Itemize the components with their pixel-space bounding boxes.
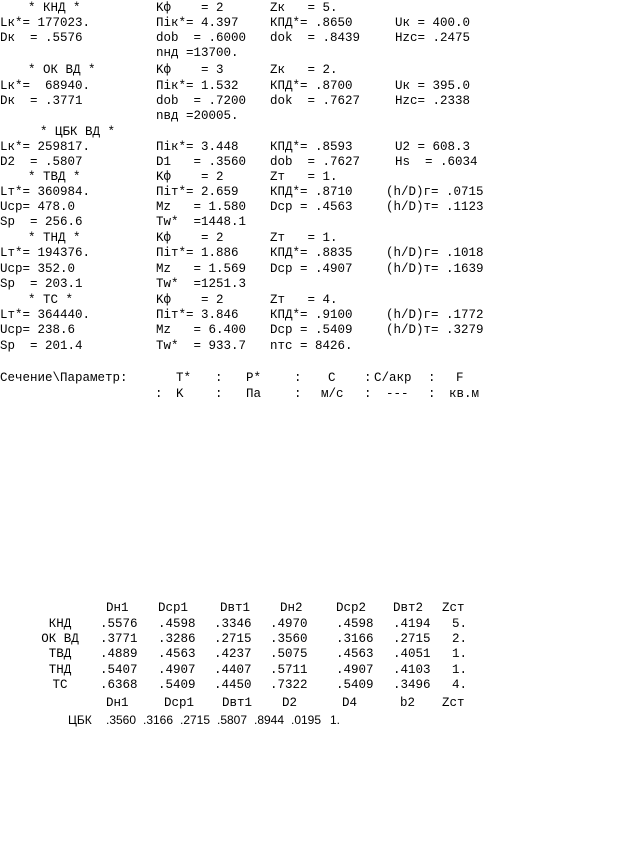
diam-row-value: .4051 [393, 647, 431, 661]
cbk-line-2 [0, 139, 471, 155]
sections-header-p: P* [246, 371, 262, 385]
sections-unit-cakr: --- [386, 387, 409, 401]
tvd-hdg: (h/D)г= .0715 [386, 185, 484, 199]
diam-row-value: .5409 [336, 678, 374, 692]
tnd-hdt: (h/D)т= .1639 [386, 262, 484, 276]
tvd-kf: Kф = 2 [156, 170, 224, 184]
sections-header-sep: : [215, 371, 223, 385]
knd-title: * КНД * [28, 1, 81, 15]
diam-header-dn1: Dн1 [106, 601, 129, 615]
cbk-header-dcp1: Dср1 [164, 696, 195, 710]
diam-row-value: 1. [452, 663, 468, 677]
diam-row-value: .4563 [336, 647, 374, 661]
diam-header-dcp1: Dср1 [158, 601, 189, 615]
cbk-table-header [0, 695, 465, 711]
tc-sp: Sp = 201.4 [0, 339, 83, 353]
tvd-kpd: КПД*= .8710 [270, 185, 353, 199]
cbk-header-dvt1: Dвт1 [222, 696, 253, 710]
tc-ucp: Uср= 238.6 [0, 323, 76, 337]
diam-row-value: .4237 [214, 647, 252, 661]
cbk-row-value: .8944 [254, 713, 285, 727]
ok-line-1 [0, 62, 338, 78]
knd-lk: Lк*= 177023. [0, 16, 91, 30]
diam-row-value: 4. [452, 678, 468, 692]
sections-header-sep: : [155, 387, 163, 401]
diam-header-dvt1: Dвт1 [220, 601, 251, 615]
diam-header-dcp2: Dср2 [336, 601, 367, 615]
diam-row-value: .4103 [393, 663, 431, 677]
sections-header-sep: : [364, 371, 372, 385]
knd-line-1 [0, 0, 338, 16]
knd-line-3 [0, 30, 471, 46]
diam-row-value: .4970 [270, 617, 308, 631]
tc-lt: Lт*= 364440. [0, 308, 91, 322]
cbk-table-row [0, 712, 341, 728]
ok-uk: Uк = 395.0 [395, 79, 471, 93]
diam-row-value: .4907 [158, 663, 196, 677]
knd-pik: Пiк*= 4.397 [156, 16, 239, 30]
sections-header-name: Сечение\Параметр: [0, 371, 128, 385]
knd-uk: Uк = 400.0 [395, 16, 471, 30]
cbk-row-value: .0195 [291, 713, 322, 727]
cbk-title: * ЦБК ВД * [40, 125, 116, 139]
knd-dob: dob = .6000 [156, 31, 247, 45]
cbk-row-value: .3166 [143, 713, 174, 727]
tnd-dcp: Dср = .4907 [270, 262, 353, 276]
diam-row-name: ОК ВД [41, 632, 79, 646]
tnd-title: * ТНД * [28, 231, 81, 245]
cbk-header-b2: b2 [400, 696, 416, 710]
knd-dok: dok = .8439 [270, 31, 361, 45]
tnd-line-1 [0, 230, 338, 246]
diam-row-value: .3560 [270, 632, 308, 646]
ok-dok: dok = .7627 [270, 94, 361, 108]
diam-row-value: .5409 [158, 678, 196, 692]
cbk-row-value: .5807 [217, 713, 248, 727]
tvd-tw: Tw* =1448.1 [156, 215, 247, 229]
sections-header-t: T* [176, 371, 192, 385]
tc-zt: Zт = 4. [270, 293, 338, 307]
diam-row-value: .4598 [336, 617, 374, 631]
tnd-line-2 [0, 245, 484, 261]
diam-row-value: .4194 [393, 617, 431, 631]
diam-row-value: .2715 [393, 632, 431, 646]
cbk-row-value: .3560 [106, 713, 137, 727]
cbk-header-zct: Zст [442, 696, 465, 710]
cbk-u2: U2 = 608.3 [395, 140, 471, 154]
cbk-line-3 [0, 154, 478, 170]
tnd-sp: Sp = 203.1 [0, 277, 83, 291]
sections-header-sep: : [294, 387, 302, 401]
cbk-dob: dob = .7627 [270, 155, 361, 169]
ok-line-3 [0, 93, 471, 109]
diam-row-value: .4563 [158, 647, 196, 661]
tnd-tw: Tw* =1251.3 [156, 277, 247, 291]
cbk-d2: D2 = .5807 [0, 155, 83, 169]
diam-row-value: .3286 [158, 632, 196, 646]
diam-header [0, 600, 465, 616]
diam-row-value: .4598 [158, 617, 196, 631]
diam-row-value: .4407 [214, 663, 252, 677]
tc-hdg: (h/D)г= .1772 [386, 308, 484, 322]
diam-row-name: КНД [48, 617, 72, 631]
diam-row-value: .6368 [100, 678, 138, 692]
diam-row-name: ТС [52, 678, 68, 692]
sections-header-1 [0, 370, 464, 386]
tvd-lt: Lт*= 360984. [0, 185, 91, 199]
tnd-kpd: КПД*= .8835 [270, 246, 353, 260]
diam-row-value: .7322 [270, 678, 308, 692]
sections-header-f: F [456, 371, 464, 385]
ok-pik: Пiк*= 1.532 [156, 79, 239, 93]
tc-mz: Mz = 6.400 [156, 323, 247, 337]
sections-header-sep: : [428, 371, 436, 385]
knd-kf: Kф = 2 [156, 1, 224, 15]
diam-row-value: .5576 [100, 617, 138, 631]
tvd-line-2 [0, 184, 484, 200]
tc-hdt: (h/D)т= .3279 [386, 323, 484, 337]
tnd-hdg: (h/D)г= .1018 [386, 246, 484, 260]
sections-unit-f: кв.м [449, 387, 480, 401]
tnd-line-4 [0, 276, 247, 292]
diam-row-value: 1. [452, 647, 468, 661]
tc-kpd: КПД*= .9100 [270, 308, 353, 322]
knd-kpd: КПД*= .8650 [270, 16, 353, 30]
knd-line-2 [0, 15, 471, 31]
cbk-row-name: ЦБК [68, 713, 92, 727]
cbk-hs: Hs = .6034 [395, 155, 478, 169]
tnd-mz: Mz = 1.569 [156, 262, 247, 276]
diam-row-value: 5. [452, 617, 468, 631]
sections-header-sep: : [294, 371, 302, 385]
diam-row-value: .3771 [100, 632, 138, 646]
cbk-pik: Пiк*= 3.448 [156, 140, 239, 154]
cbk-d1: D1 = .3560 [156, 155, 247, 169]
tnd-ucp: Uср= 352.0 [0, 262, 76, 276]
cbk-header-d4: D4 [342, 696, 358, 710]
tvd-dcp: Dср = .4563 [270, 200, 353, 214]
sections-header-sep: : [215, 387, 223, 401]
tvd-line-4 [0, 214, 247, 230]
diam-row-value: .4450 [214, 678, 252, 692]
diam-row-name: ТНД [48, 663, 72, 677]
cbk-lk: Lк*= 259817. [0, 140, 91, 154]
ok-dk: Dк = .3771 [0, 94, 83, 108]
tc-line-1 [0, 292, 338, 308]
diam-row-value: 2. [452, 632, 468, 646]
tc-line-4 [0, 338, 353, 354]
diam-row-value: .5075 [270, 647, 308, 661]
tvd-zt: Zт = 1. [270, 170, 338, 184]
ok-kpd: КПД*= .8700 [270, 79, 353, 93]
tvd-sp: Sp = 256.6 [0, 215, 83, 229]
cbk-row-value: 1. [330, 713, 341, 727]
ok-line-2 [0, 78, 471, 94]
knd-zk: Zк = 5. [270, 1, 338, 15]
diam-row-value: .4889 [100, 647, 138, 661]
tnd-zt: Zт = 1. [270, 231, 338, 245]
tvd-title: * ТВД * [28, 170, 81, 184]
cbk-kpd: КПД*= .8593 [270, 140, 353, 154]
tnd-lt: Lт*= 194376. [0, 246, 91, 260]
knd-line-4 [0, 45, 239, 61]
cbk-row-value: .2715 [180, 713, 211, 727]
sections-unit-t: K [176, 387, 184, 401]
ok-line-4 [0, 108, 239, 124]
cbk-header-dn1: Dн1 [106, 696, 129, 710]
sections-header-sep: : [364, 387, 372, 401]
diam-row-value: .2715 [214, 632, 252, 646]
ok-lk: Lк*= 68940. [0, 79, 91, 93]
tc-kf: Kф = 2 [156, 293, 224, 307]
sections-header-c: C [328, 371, 336, 385]
tc-pit: Пiт*= 3.846 [156, 308, 239, 322]
tvd-line-1 [0, 169, 338, 185]
knd-dk: Dк = .5576 [0, 31, 83, 45]
tc-title: * ТС * [28, 293, 74, 307]
tc-dcp: Dср = .5409 [270, 323, 353, 337]
tnd-pit: Пiт*= 1.886 [156, 246, 239, 260]
diam-row-value: .3166 [336, 632, 374, 646]
ok-dob: dob = .7200 [156, 94, 247, 108]
tc-tw: Tw* = 933.7 [156, 339, 247, 353]
cbk-header-d2: D2 [282, 696, 298, 710]
sections-header-sep: : [428, 387, 436, 401]
diam-row-name: ТВД [48, 647, 72, 661]
tc-line-2 [0, 307, 484, 323]
tvd-ucp: Uср= 478.0 [0, 200, 76, 214]
tvd-pit: Пiт*= 2.659 [156, 185, 239, 199]
sections-unit-c: м/с [321, 387, 344, 401]
tc-ntc: nтс = 8426. [270, 339, 353, 353]
diam-row-value: .4907 [336, 663, 374, 677]
diam-row-value: .5711 [270, 663, 308, 677]
tnd-line-3 [0, 261, 484, 277]
ok-title: * ОК ВД * [28, 63, 96, 77]
ok-hzc: Hzc= .2338 [395, 94, 471, 108]
diam-row-value: .3496 [393, 678, 431, 692]
knd-hzc: Hzc= .2475 [395, 31, 471, 45]
tnd-kf: Kф = 2 [156, 231, 224, 245]
sections-header-2 [0, 386, 480, 402]
diam-row-value: .5407 [100, 663, 138, 677]
ok-zk: Zк = 2. [270, 63, 338, 77]
knd-n: nнд =13700. [156, 46, 239, 60]
tvd-hdt: (h/D)т= .1123 [386, 200, 484, 214]
sections-unit-p: Па [246, 387, 262, 401]
cbk-line-1 [0, 124, 116, 140]
diam-row-value: .3346 [214, 617, 252, 631]
ok-kf: Kф = 3 [156, 63, 224, 77]
diam-header-dvt2: Dвт2 [393, 601, 424, 615]
sections-header-cakr: C/акр [374, 371, 412, 385]
diam-header-dn2: Dн2 [280, 601, 303, 615]
ok-n: nвд =20005. [156, 109, 239, 123]
diam-header-zct: Zст [442, 601, 465, 615]
tc-line-3 [0, 322, 484, 338]
tvd-line-3 [0, 199, 484, 215]
tvd-mz: Mz = 1.580 [156, 200, 247, 214]
